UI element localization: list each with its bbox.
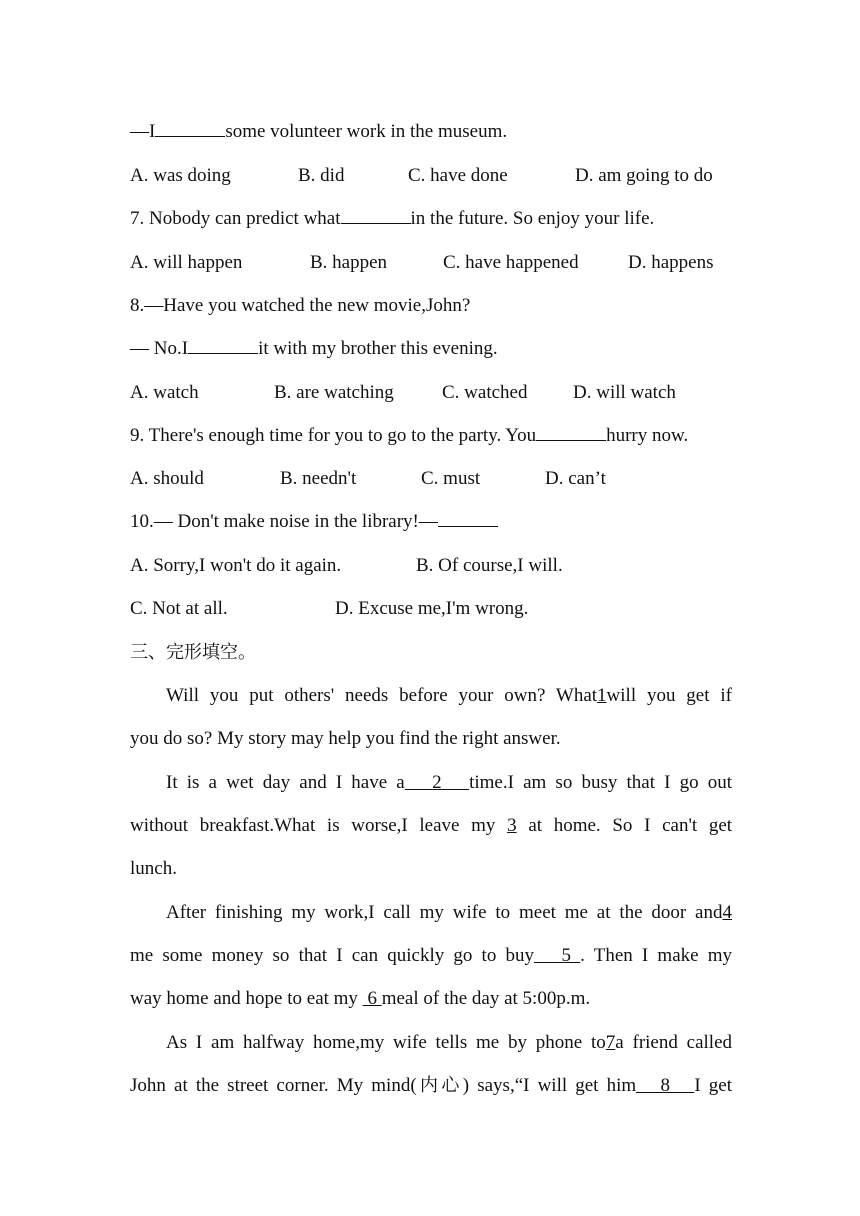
question-8: 8.—Have you watched the new movie,John? <box>130 295 471 316</box>
option-c: C. watched <box>442 382 528 403</box>
q9-options <box>130 465 732 493</box>
q8-answer-line: — No.I it with my brother this evening. <box>130 335 732 363</box>
passage-line: me some money so that I can quickly go to buy 5 . Then I make my <box>130 945 732 966</box>
passage-line: without breakfast.What is worse,I leave my 3 at home. So I can't get <box>130 815 733 836</box>
question-9: 9. There's enough time for you to go to the party. You hurry now. <box>130 422 732 450</box>
option-a: A. Sorry,I won't do it again. <box>130 555 342 576</box>
option-c: C. must <box>421 468 481 489</box>
blank-number: 8 <box>660 1075 670 1096</box>
option-a: A. should <box>130 468 204 489</box>
option-c: C. have happened <box>443 252 579 273</box>
answer-blank <box>341 205 411 224</box>
question-10: 10.— Don't make noise in the library!— <box>130 508 732 536</box>
option-c: C. Not at all. <box>130 598 228 619</box>
option-b: B. happen <box>310 252 388 273</box>
passage-line: John at the street corner. My mind(内心) says,“I will get him 8 I get <box>130 1075 733 1096</box>
answer-blank <box>188 335 258 354</box>
option-b: B. are watching <box>274 382 394 403</box>
option-d: D. will watch <box>573 382 676 403</box>
option-c: C. have done <box>408 165 508 186</box>
option-d: D. happens <box>628 252 714 273</box>
question-7: 7. Nobody can predict what in the future. So enjoy your life. <box>130 205 732 233</box>
blank-number: 2 <box>432 772 442 793</box>
passage-line: way home and hope to eat my 6 meal of the day at 5:00p.m. <box>130 988 591 1009</box>
option-b: B. did <box>298 165 345 186</box>
q7-options <box>130 249 732 277</box>
q6-answer-line: —I some volunteer work in the museum. <box>130 118 732 146</box>
passage-line: It is a wet day and I have a 2 time.I am so busy that I go out <box>166 772 733 793</box>
blank-number: 1 <box>597 685 607 706</box>
option-a: A. watch <box>130 382 199 403</box>
option-b: B. Of course,I will. <box>416 555 563 576</box>
answer-blank <box>536 422 606 441</box>
q8-options <box>130 379 732 407</box>
passage-line: As I am halfway home,my wife tells me by phone to7a friend called <box>166 1032 733 1053</box>
passage-line: After finishing my work,I call my wife to meet me at the door and4 <box>166 902 732 923</box>
q10-options-row1 <box>130 552 732 580</box>
section-title: 三、完形填空。 <box>130 642 256 663</box>
blank-number: 6 <box>367 988 377 1009</box>
option-a: A. was doing <box>130 165 231 186</box>
blank-number: 4 <box>722 902 732 923</box>
q10-options-row2 <box>130 595 732 623</box>
option-d: D. can’t <box>545 468 606 489</box>
passage-line: Will you put others' needs before your own? What1will you get if <box>166 685 732 706</box>
option-d: D. am going to do <box>575 165 713 186</box>
passage-line: you do so? My story may help you find the right answer. <box>130 728 561 749</box>
answer-blank <box>155 118 225 137</box>
option-a: A. will happen <box>130 252 243 273</box>
option-d: D. Excuse me,I'm wrong. <box>335 598 529 619</box>
blank-number: 7 <box>605 1032 616 1053</box>
passage-line: lunch. <box>130 858 177 879</box>
q6-options <box>130 162 732 190</box>
blank-number: 3 <box>507 815 517 836</box>
blank-number: 5 <box>561 945 571 966</box>
option-b: B. needn't <box>280 468 357 489</box>
answer-blank <box>438 508 498 527</box>
